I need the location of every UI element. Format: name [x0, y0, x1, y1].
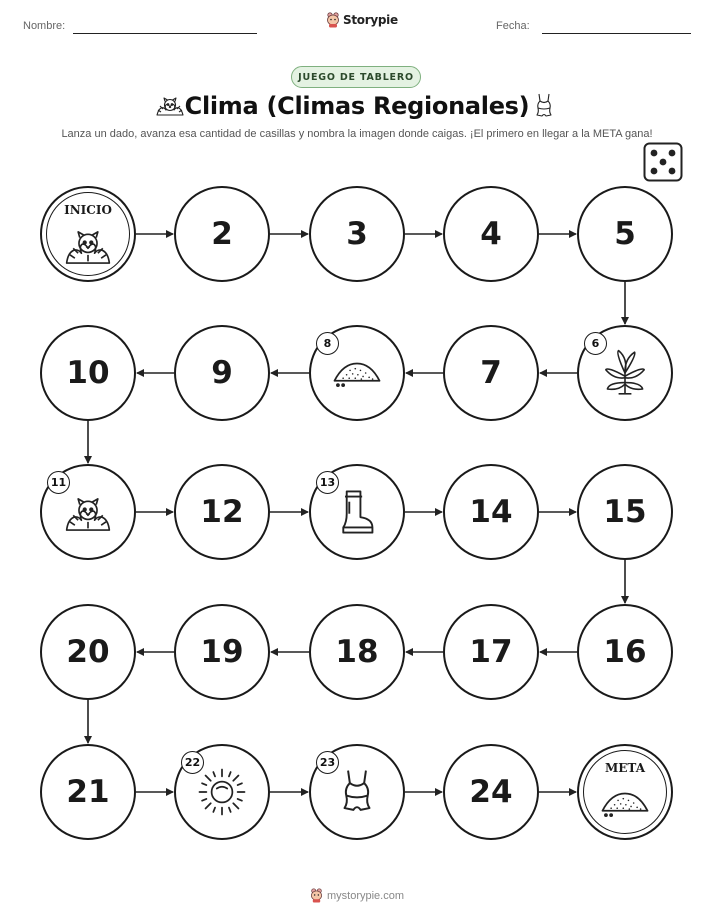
space-number-badge: 13 — [316, 471, 339, 494]
page-title: Clima (Climas Regionales) — [184, 92, 530, 120]
board-space — [309, 464, 405, 560]
board-space — [174, 744, 270, 840]
board-space — [443, 604, 539, 700]
space-number: 21 — [66, 774, 110, 810]
space-number: 24 — [469, 774, 513, 810]
board-space — [443, 186, 539, 282]
space-number: 9 — [211, 355, 233, 391]
board-space — [443, 325, 539, 421]
footer-url[interactable]: mystorypie.com — [326, 889, 405, 902]
space-number: 12 — [200, 494, 244, 530]
instructions: Lanza un dado, avanza esa cantidad de casillas y nombra la imagen donde caigas. ¡El primero en llegar a la META gana! — [61, 128, 653, 140]
space-label: META — [604, 761, 645, 775]
space-number-badge: 6 — [584, 332, 607, 355]
space-number-badge: 8 — [316, 332, 339, 355]
rain-boot-icon — [337, 488, 377, 536]
space-number: 16 — [603, 634, 647, 670]
space-number: 5 — [614, 216, 636, 252]
space-label: INICIO — [64, 203, 112, 217]
board-space — [40, 604, 136, 700]
space-number: 7 — [480, 355, 502, 391]
board-space — [174, 464, 270, 560]
sand-pile-icon — [331, 358, 383, 388]
space-number: 18 — [335, 634, 379, 670]
space-number: 20 — [66, 634, 110, 670]
board-space — [577, 186, 673, 282]
storypie-mascot-icon — [310, 888, 323, 903]
space-number-badge: 11 — [47, 471, 70, 494]
brand-name: Storypie — [343, 13, 398, 27]
name-label: Nombre: — [23, 20, 66, 32]
board-space — [174, 325, 270, 421]
sand-pile-icon — [599, 788, 651, 818]
date-label: Fecha: — [496, 20, 530, 32]
space-number: 15 — [603, 494, 647, 530]
space-number: 10 — [66, 355, 110, 391]
space-number-badge: 23 — [316, 751, 339, 774]
board-space — [577, 325, 673, 421]
jungle-animal-icon — [63, 222, 113, 268]
board-space — [40, 744, 136, 840]
swimsuit-icon — [339, 767, 375, 817]
board-space — [309, 325, 405, 421]
space-number: 3 — [346, 216, 368, 252]
footer — [0, 888, 714, 903]
board-space — [40, 464, 136, 560]
board-space — [174, 186, 270, 282]
space-number: 4 — [480, 216, 502, 252]
board-space — [309, 186, 405, 282]
jungle-animal-icon — [63, 489, 113, 535]
space-number: 14 — [469, 494, 513, 530]
finish-space — [577, 744, 673, 840]
board-space — [577, 464, 673, 560]
board-space — [40, 325, 136, 421]
space-number-badge: 22 — [181, 751, 204, 774]
board-space — [577, 604, 673, 700]
start-space — [40, 186, 136, 282]
space-number: 2 — [211, 216, 233, 252]
space-number: 19 — [200, 634, 244, 670]
sun-icon — [196, 766, 248, 818]
space-number: 17 — [469, 634, 513, 670]
board-space — [443, 464, 539, 560]
board-space — [174, 604, 270, 700]
board-space — [443, 744, 539, 840]
game-type-badge: JUEGO DE TABLERO — [291, 66, 421, 88]
tropical-plant-icon — [601, 348, 649, 398]
board-space — [309, 604, 405, 700]
board-space — [309, 744, 405, 840]
